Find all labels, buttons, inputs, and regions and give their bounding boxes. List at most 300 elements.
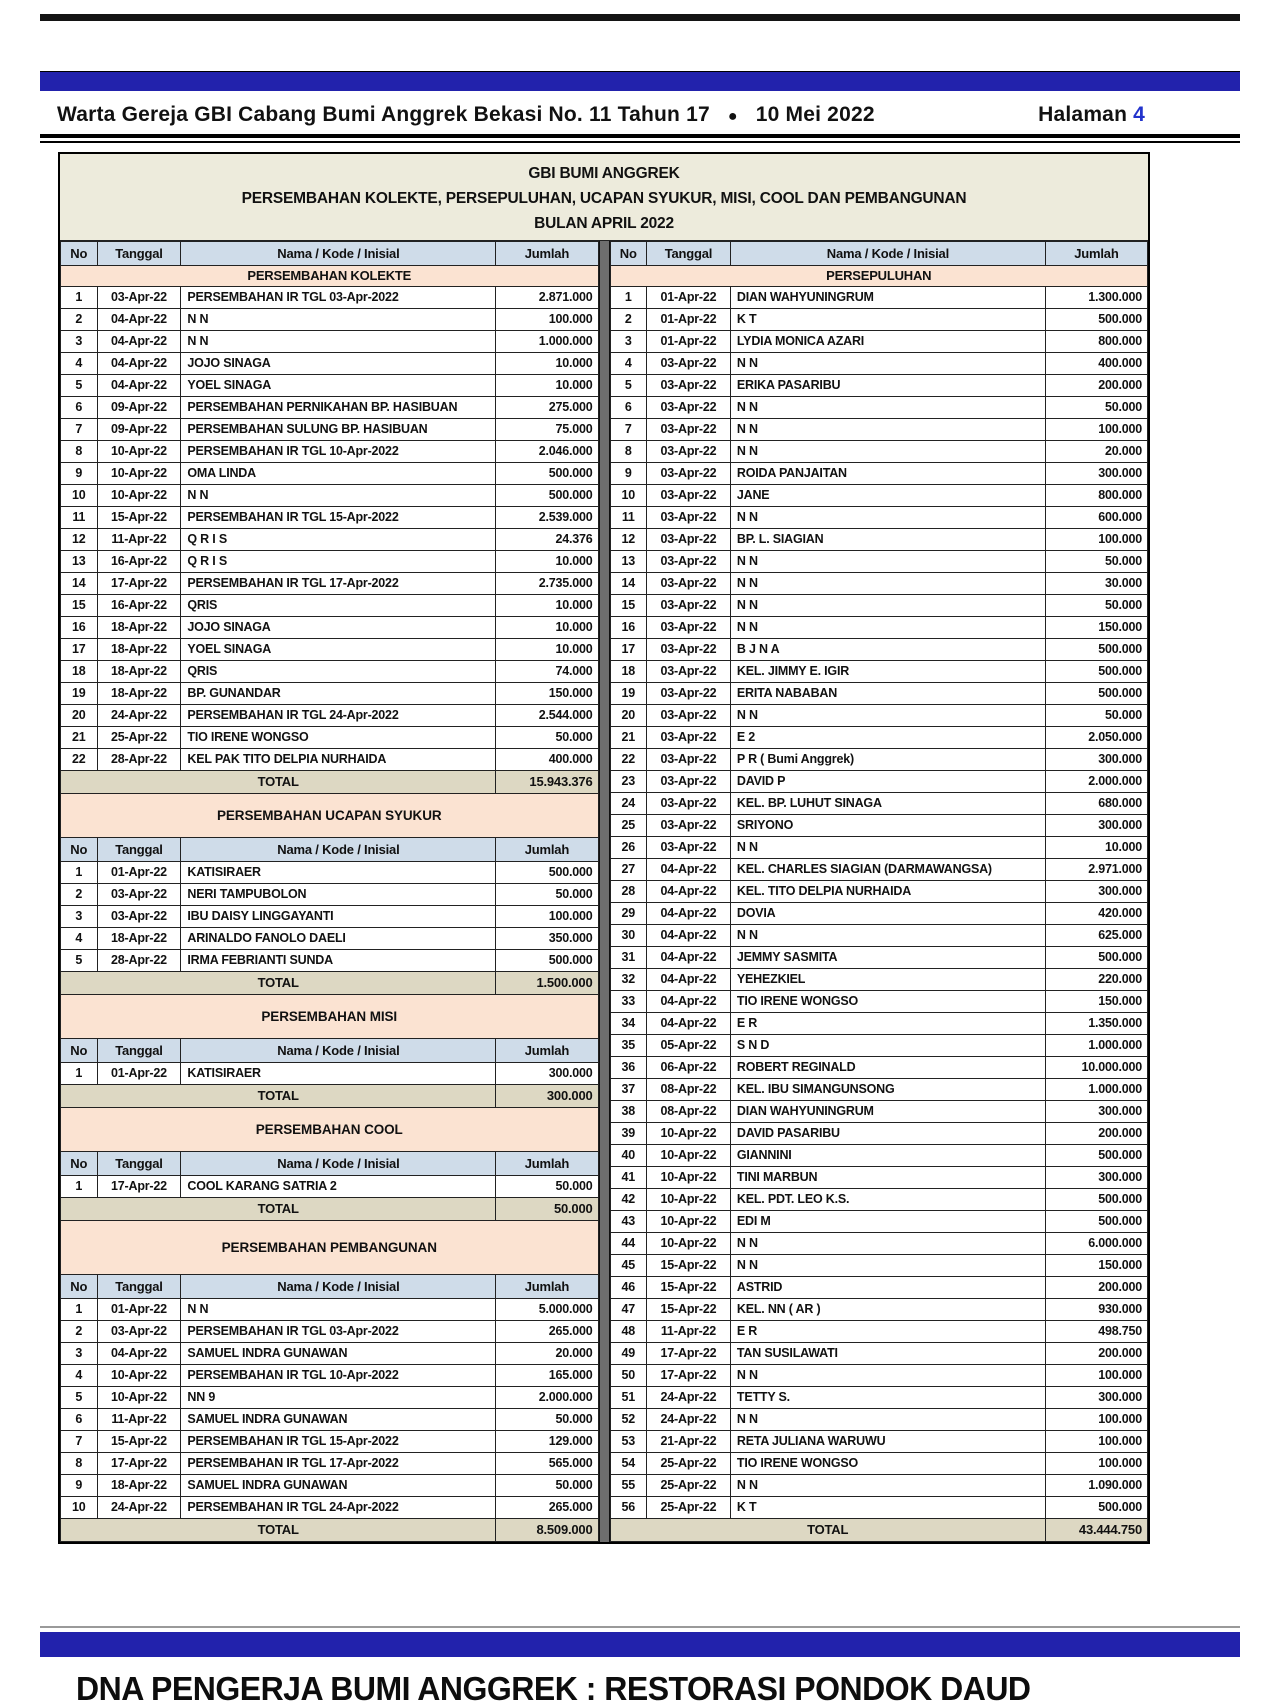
amount-cell: 500.000 [1045, 1497, 1147, 1519]
date-cell: 03-Apr-22 [647, 617, 731, 639]
table-row [610, 1497, 1148, 1519]
total-label-cell: TOTAL [61, 1198, 496, 1221]
no-cell: 1 [610, 287, 647, 309]
table-row [61, 1453, 599, 1475]
no-cell: 4 [61, 1365, 98, 1387]
amount-cell: 500.000 [1045, 661, 1147, 683]
date-cell: 01-Apr-22 [97, 862, 181, 884]
date-cell: 10-Apr-22 [97, 1387, 181, 1409]
name-cell: PERSEMBAHAN IR TGL 03-Apr-2022 [181, 287, 496, 309]
no-cell: 42 [610, 1189, 647, 1211]
column-header-row [61, 1039, 599, 1063]
name-cell: RETA JULIANA WARUWU [730, 1431, 1045, 1453]
table-row [610, 683, 1148, 705]
amount-cell: 400.000 [496, 749, 598, 771]
date-cell: 15-Apr-22 [647, 1299, 731, 1321]
no-cell: 16 [61, 617, 98, 639]
no-cell: 44 [610, 1233, 647, 1255]
total-row [61, 1085, 599, 1108]
amount-cell: 5.000.000 [496, 1299, 598, 1321]
table-row [61, 906, 599, 928]
total-amount-cell: 50.000 [496, 1198, 598, 1221]
table-row [610, 287, 1148, 309]
amount-cell: 2.735.000 [496, 573, 598, 595]
date-cell: 18-Apr-22 [97, 683, 181, 705]
column-header-row [61, 1275, 599, 1299]
masthead-left [57, 103, 875, 127]
right-column [610, 241, 1149, 1542]
footer-rule [40, 1626, 1240, 1628]
amount-cell: 2.544.000 [496, 705, 598, 727]
column-header-cell: Nama / Kode / Inisial [730, 242, 1045, 266]
table-row [610, 969, 1148, 991]
table-row [61, 1343, 599, 1365]
date-cell: 25-Apr-22 [647, 1497, 731, 1519]
amount-cell: 300.000 [496, 1063, 598, 1085]
amount-cell: 500.000 [1045, 947, 1147, 969]
amount-cell: 150.000 [1045, 991, 1147, 1013]
date-cell: 17-Apr-22 [647, 1365, 731, 1387]
amount-cell: 680.000 [1045, 793, 1147, 815]
name-cell: JOJO SINAGA [181, 617, 496, 639]
column-header-cell: No [61, 1039, 98, 1063]
no-cell: 18 [61, 661, 98, 683]
no-cell: 10 [610, 485, 647, 507]
name-cell: DAVID PASARIBU [730, 1123, 1045, 1145]
table-row [610, 1013, 1148, 1035]
masthead-right [1038, 103, 1145, 127]
total-label-cell: TOTAL [610, 1519, 1045, 1542]
name-cell: KEL PAK TITO DELPIA NURHAIDA [181, 749, 496, 771]
name-cell: N N [730, 705, 1045, 727]
name-cell: IRMA FEBRIANTI SUNDA [181, 950, 496, 972]
column-divider [599, 241, 610, 1542]
name-cell: KATISIRAER [181, 1063, 496, 1085]
no-cell: 28 [610, 881, 647, 903]
table-row [610, 1475, 1148, 1497]
top-black-bar [40, 14, 1240, 21]
table-row [610, 1101, 1148, 1123]
name-cell: DOVIA [730, 903, 1045, 925]
amount-cell: 10.000 [496, 551, 598, 573]
date-cell: 03-Apr-22 [647, 815, 731, 837]
date-cell: 03-Apr-22 [647, 683, 731, 705]
name-cell: K T [730, 1497, 1045, 1519]
table-row [610, 1079, 1148, 1101]
column-header-row [61, 242, 599, 266]
column-header-cell: Nama / Kode / Inisial [181, 1275, 496, 1299]
name-cell: PERSEMBAHAN IR TGL 03-Apr-2022 [181, 1321, 496, 1343]
table-row [610, 1145, 1148, 1167]
amount-cell: 10.000 [1045, 837, 1147, 859]
section-header-cell: PERSEPULUHAN [610, 266, 1148, 287]
date-cell: 10-Apr-22 [647, 1211, 731, 1233]
page-label: Halaman [1038, 103, 1128, 126]
offering-table [60, 1274, 599, 1542]
table-row [61, 1176, 599, 1198]
amount-cell: 1.000.000 [1045, 1035, 1147, 1057]
no-cell: 55 [610, 1475, 647, 1497]
date-cell: 11-Apr-22 [97, 529, 181, 551]
date-cell: 03-Apr-22 [647, 837, 731, 859]
name-cell: N N [730, 1233, 1045, 1255]
amount-cell: 75.000 [496, 419, 598, 441]
name-cell: Q R I S [181, 529, 496, 551]
amount-cell: 1.350.000 [1045, 1013, 1147, 1035]
name-cell: P R ( Bumi Anggrek) [730, 749, 1045, 771]
name-cell: E 2 [730, 727, 1045, 749]
date-cell: 03-Apr-22 [647, 485, 731, 507]
section-title: PERSEMBAHAN UCAPAN SYUKUR [60, 794, 599, 837]
amount-cell: 2.539.000 [496, 507, 598, 529]
name-cell: N N [730, 551, 1045, 573]
no-cell: 16 [610, 617, 647, 639]
total-amount-cell: 300.000 [496, 1085, 598, 1108]
offering-table [60, 837, 599, 995]
name-cell: TETTY S. [730, 1387, 1045, 1409]
amount-cell: 600.000 [1045, 507, 1147, 529]
section-title: PERSEMBAHAN COOL [60, 1108, 599, 1151]
no-cell: 1 [61, 287, 98, 309]
name-cell: PERSEMBAHAN IR TGL 24-Apr-2022 [181, 705, 496, 727]
bottom-blue-bar [40, 1632, 1240, 1657]
amount-cell: 200.000 [1045, 1277, 1147, 1299]
column-header-cell: No [610, 242, 647, 266]
total-label-cell: TOTAL [61, 771, 496, 794]
no-cell: 5 [610, 375, 647, 397]
no-cell: 20 [610, 705, 647, 727]
date-cell: 15-Apr-22 [647, 1277, 731, 1299]
no-cell: 23 [610, 771, 647, 793]
table-row [610, 1431, 1148, 1453]
no-cell: 2 [610, 309, 647, 331]
table-row [61, 287, 599, 309]
table-row [610, 573, 1148, 595]
amount-cell: 50.000 [496, 1176, 598, 1198]
table-row [61, 1365, 599, 1387]
date-cell: 25-Apr-22 [647, 1453, 731, 1475]
column-header-cell: Jumlah [1045, 242, 1147, 266]
amount-cell: 350.000 [496, 928, 598, 950]
date-cell: 04-Apr-22 [97, 353, 181, 375]
date-cell: 01-Apr-22 [647, 287, 731, 309]
table-row [610, 1123, 1148, 1145]
amount-cell: 50.000 [496, 1409, 598, 1431]
column-header-row [61, 838, 599, 862]
amount-cell: 200.000 [1045, 1123, 1147, 1145]
amount-cell: 200.000 [1045, 1343, 1147, 1365]
amount-cell: 100.000 [1045, 1431, 1147, 1453]
name-cell: Q R I S [181, 551, 496, 573]
name-cell: YOEL SINAGA [181, 639, 496, 661]
date-cell: 03-Apr-22 [647, 353, 731, 375]
date-cell: 16-Apr-22 [97, 595, 181, 617]
date-cell: 18-Apr-22 [97, 1475, 181, 1497]
total-amount-cell: 43.444.750 [1045, 1519, 1147, 1542]
no-cell: 20 [61, 705, 98, 727]
date-cell: 25-Apr-22 [647, 1475, 731, 1497]
name-cell: N N [730, 419, 1045, 441]
date-cell: 10-Apr-22 [647, 1123, 731, 1145]
amount-cell: 300.000 [1045, 1167, 1147, 1189]
table-row [61, 441, 599, 463]
no-cell: 11 [61, 507, 98, 529]
no-cell: 32 [610, 969, 647, 991]
no-cell: 40 [610, 1145, 647, 1167]
no-cell: 22 [610, 749, 647, 771]
name-cell: EDI M [730, 1211, 1045, 1233]
name-cell: YOEL SINAGA [181, 375, 496, 397]
table-row [610, 793, 1148, 815]
issue-date: 10 Mei 2022 [755, 103, 875, 126]
date-cell: 03-Apr-22 [647, 551, 731, 573]
section-title: PERSEMBAHAN MISI [60, 995, 599, 1038]
amount-cell: 800.000 [1045, 485, 1147, 507]
total-amount-cell: 8.509.000 [496, 1519, 598, 1542]
amount-cell: 10.000 [496, 353, 598, 375]
table-row [610, 419, 1148, 441]
date-cell: 04-Apr-22 [647, 881, 731, 903]
date-cell: 03-Apr-22 [647, 573, 731, 595]
amount-cell: 50.000 [496, 1475, 598, 1497]
no-cell: 48 [610, 1321, 647, 1343]
name-cell: N N [181, 331, 496, 353]
date-cell: 03-Apr-22 [647, 375, 731, 397]
name-cell: NN 9 [181, 1387, 496, 1409]
amount-cell: 74.000 [496, 661, 598, 683]
no-cell: 2 [61, 309, 98, 331]
table-row [610, 1277, 1148, 1299]
name-cell: B J N A [730, 639, 1045, 661]
name-cell: KATISIRAER [181, 862, 496, 884]
column-header-cell: Jumlah [496, 1039, 598, 1063]
name-cell: N N [181, 485, 496, 507]
amount-cell: 300.000 [1045, 1101, 1147, 1123]
no-cell: 37 [610, 1079, 647, 1101]
table-row [610, 661, 1148, 683]
date-cell: 11-Apr-22 [97, 1409, 181, 1431]
total-row [61, 972, 599, 995]
total-amount-cell: 1.500.000 [496, 972, 598, 995]
name-cell: PERSEMBAHAN IR TGL 15-Apr-2022 [181, 507, 496, 529]
newsletter-page [40, 0, 1240, 1707]
amount-cell: 10.000 [496, 375, 598, 397]
table-row [610, 859, 1148, 881]
column-header-cell: No [61, 1152, 98, 1176]
amount-cell: 500.000 [1045, 639, 1147, 661]
no-cell: 6 [61, 397, 98, 419]
amount-cell: 100.000 [1045, 419, 1147, 441]
table-row [610, 749, 1148, 771]
no-cell: 9 [61, 1475, 98, 1497]
no-cell: 51 [610, 1387, 647, 1409]
table-row [610, 397, 1148, 419]
date-cell: 15-Apr-22 [97, 507, 181, 529]
table-row [610, 1409, 1148, 1431]
name-cell: ERIKA PASARIBU [730, 375, 1045, 397]
no-cell: 1 [61, 1299, 98, 1321]
name-cell: DAVID P [730, 771, 1045, 793]
date-cell: 17-Apr-22 [97, 573, 181, 595]
amount-cell: 1.000.000 [1045, 1079, 1147, 1101]
table-row [61, 595, 599, 617]
name-cell: PERSEMBAHAN IR TGL 10-Apr-2022 [181, 1365, 496, 1387]
table-row [61, 419, 599, 441]
amount-cell: 300.000 [1045, 815, 1147, 837]
table-row [610, 375, 1148, 397]
footer-banner: DNA PENGERJA BUMI ANGGREK : RESTORASI PONDOK DAUD [76, 1670, 1031, 1708]
table-row [610, 1057, 1148, 1079]
name-cell: PERSEMBAHAN IR TGL 10-Apr-2022 [181, 441, 496, 463]
no-cell: 6 [61, 1409, 98, 1431]
table-row [610, 485, 1148, 507]
name-cell: PERSEMBAHAN IR TGL 17-Apr-2022 [181, 1453, 496, 1475]
amount-cell: 500.000 [1045, 309, 1147, 331]
name-cell: NERI TAMPUBOLON [181, 884, 496, 906]
newsletter-title: Warta Gereja GBI Cabang Bumi Anggrek Bekasi No. 11 Tahun 17 [57, 103, 710, 126]
offering-table [60, 241, 599, 794]
table-row [61, 884, 599, 906]
amount-cell: 500.000 [1045, 1211, 1147, 1233]
column-header-cell: Jumlah [496, 1152, 598, 1176]
name-cell: N N [730, 595, 1045, 617]
date-cell: 17-Apr-22 [97, 1176, 181, 1198]
offerings-report [58, 152, 1150, 1544]
no-cell: 10 [61, 1497, 98, 1519]
amount-cell: 50.000 [1045, 397, 1147, 419]
total-row [610, 1519, 1148, 1542]
date-cell: 04-Apr-22 [647, 903, 731, 925]
date-cell: 03-Apr-22 [647, 749, 731, 771]
date-cell: 10-Apr-22 [97, 485, 181, 507]
amount-cell: 2.871.000 [496, 287, 598, 309]
table-row [610, 1233, 1148, 1255]
table-row [610, 903, 1148, 925]
no-cell: 7 [61, 1431, 98, 1453]
amount-cell: 1.000.000 [496, 331, 598, 353]
amount-cell: 200.000 [1045, 375, 1147, 397]
section-header-row [61, 266, 599, 287]
column-header-cell: Tanggal [97, 1039, 181, 1063]
name-cell: BP. L. SIAGIAN [730, 529, 1045, 551]
name-cell: N N [181, 1299, 496, 1321]
date-cell: 03-Apr-22 [647, 727, 731, 749]
no-cell: 52 [610, 1409, 647, 1431]
table-row [610, 705, 1148, 727]
date-cell: 08-Apr-22 [647, 1079, 731, 1101]
table-row [61, 1431, 599, 1453]
no-cell: 54 [610, 1453, 647, 1475]
column-header-cell: Nama / Kode / Inisial [181, 242, 496, 266]
masthead [40, 91, 1240, 127]
amount-cell: 500.000 [496, 862, 598, 884]
offering-table [610, 241, 1149, 1542]
date-cell: 18-Apr-22 [97, 661, 181, 683]
name-cell: PERSEMBAHAN IR TGL 17-Apr-2022 [181, 573, 496, 595]
date-cell: 24-Apr-22 [97, 1497, 181, 1519]
column-header-cell: Nama / Kode / Inisial [181, 1152, 496, 1176]
no-cell: 22 [61, 749, 98, 771]
name-cell: ARINALDO FANOLO DAELI [181, 928, 496, 950]
table-row [610, 1453, 1148, 1475]
name-cell: E R [730, 1321, 1045, 1343]
name-cell: ERITA NABABAN [730, 683, 1045, 705]
tables-container [60, 240, 1148, 1542]
amount-cell: 300.000 [1045, 881, 1147, 903]
table-row [610, 529, 1148, 551]
name-cell: QRIS [181, 661, 496, 683]
amount-cell: 20.000 [1045, 441, 1147, 463]
amount-cell: 2.046.000 [496, 441, 598, 463]
name-cell: JEMMY SASMITA [730, 947, 1045, 969]
date-cell: 05-Apr-22 [647, 1035, 731, 1057]
date-cell: 04-Apr-22 [647, 947, 731, 969]
no-cell: 14 [61, 573, 98, 595]
table-row [61, 639, 599, 661]
no-cell: 21 [61, 727, 98, 749]
date-cell: 04-Apr-22 [97, 1343, 181, 1365]
no-cell: 38 [610, 1101, 647, 1123]
no-cell: 15 [61, 595, 98, 617]
total-amount-cell: 15.943.376 [496, 771, 598, 794]
name-cell: KEL. JIMMY E. IGIR [730, 661, 1045, 683]
table-row [610, 507, 1148, 529]
name-cell: TAN SUSILAWATI [730, 1343, 1045, 1365]
report-subtitle: PERSEMBAHAN KOLEKTE, PERSEPULUHAN, UCAPAN SYUKUR, MISI, COOL DAN PEMBANGUNAN [241, 190, 967, 207]
no-cell: 4 [610, 353, 647, 375]
name-cell: K T [730, 309, 1045, 331]
header-divider-rule [40, 134, 1240, 143]
date-cell: 10-Apr-22 [97, 463, 181, 485]
column-header-row [61, 1152, 599, 1176]
column-header-cell: Tanggal [97, 838, 181, 862]
date-cell: 03-Apr-22 [97, 906, 181, 928]
column-header-cell: Jumlah [496, 1275, 598, 1299]
table-row [610, 595, 1148, 617]
date-cell: 25-Apr-22 [97, 727, 181, 749]
name-cell: SAMUEL INDRA GUNAWAN [181, 1409, 496, 1431]
column-header-cell: Jumlah [496, 838, 598, 862]
amount-cell: 10.000.000 [1045, 1057, 1147, 1079]
date-cell: 04-Apr-22 [647, 1013, 731, 1035]
report-title-block [60, 154, 1148, 240]
no-cell: 31 [610, 947, 647, 969]
table-row [610, 1255, 1148, 1277]
name-cell: YEHEZKIEL [730, 969, 1045, 991]
date-cell: 03-Apr-22 [647, 463, 731, 485]
amount-cell: 265.000 [496, 1321, 598, 1343]
date-cell: 03-Apr-22 [647, 595, 731, 617]
date-cell: 24-Apr-22 [647, 1409, 731, 1431]
no-cell: 9 [61, 463, 98, 485]
total-row [61, 1198, 599, 1221]
date-cell: 09-Apr-22 [97, 397, 181, 419]
column-header-cell: No [61, 838, 98, 862]
column-header-cell: Tanggal [647, 242, 731, 266]
amount-cell: 100.000 [1045, 1453, 1147, 1475]
date-cell: 04-Apr-22 [647, 969, 731, 991]
name-cell: PERSEMBAHAN IR TGL 15-Apr-2022 [181, 1431, 496, 1453]
date-cell: 03-Apr-22 [647, 793, 731, 815]
total-label-cell: TOTAL [61, 1519, 496, 1542]
date-cell: 03-Apr-22 [647, 419, 731, 441]
no-cell: 34 [610, 1013, 647, 1035]
amount-cell: 100.000 [496, 309, 598, 331]
no-cell: 41 [610, 1167, 647, 1189]
no-cell: 4 [61, 353, 98, 375]
section-header-row [610, 266, 1148, 287]
amount-cell: 100.000 [496, 906, 598, 928]
